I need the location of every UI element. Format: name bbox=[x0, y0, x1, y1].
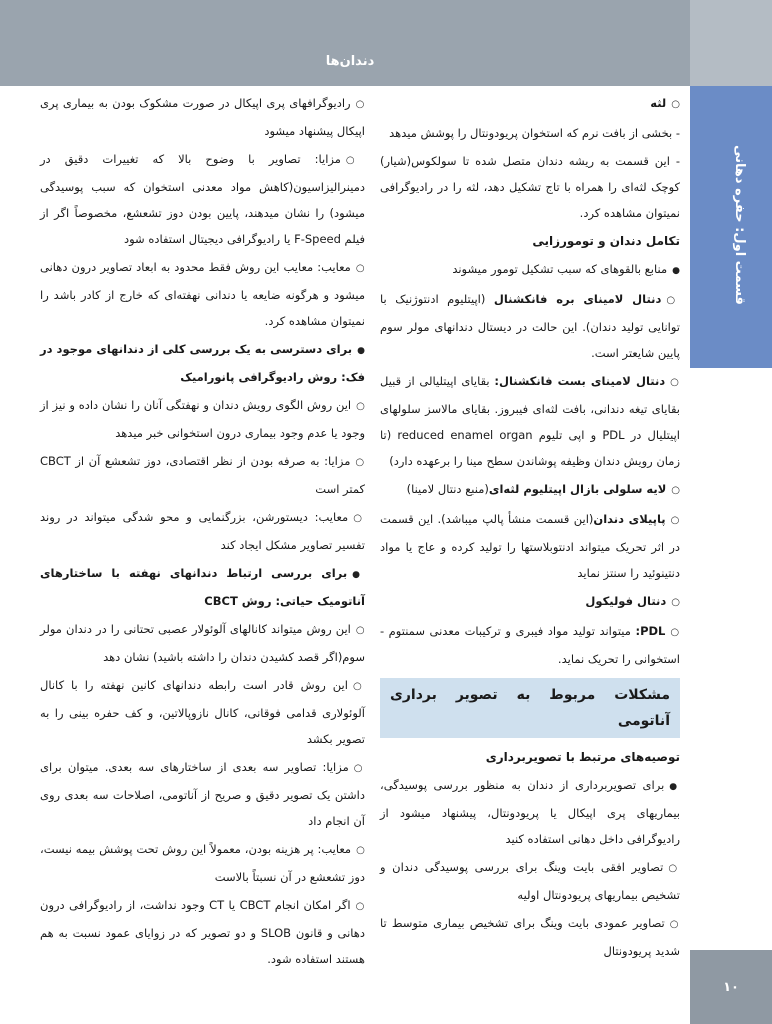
page-number: ۱۰ bbox=[723, 980, 739, 995]
list-item: ○ معایب: معایب این روش فقط محدود به ابعاد تصاویر درون دهانی میشود و هرگونه ضایعه یا دندانی نهفته‌ای که خارج از کادر باشد را نمیتوان مشاهده کرد. bbox=[40, 254, 365, 334]
running-header-title: دندان‌ها bbox=[325, 54, 375, 69]
list-item: ○ تصاویر عمودی بایت وینگ برای تشخیص بیماری متوسط تا شدید پریودونتال bbox=[380, 910, 680, 964]
list-item: ○ دنتال فولیکول bbox=[380, 588, 680, 616]
list-item: ○ مزایا: تصاویر سه بعدی از ساختارهای سه بعدی. میتوان برای داشتن یک تصویر دقیق و صریح از آناتومی، اصلاحات سه بعدی روی آن انجام داد bbox=[40, 754, 365, 834]
list-item: ○ لثه bbox=[380, 90, 680, 118]
list-item: ● منابع بالقوهای که سبب تشکیل تومور میشوند bbox=[380, 256, 680, 284]
left-column bbox=[40, 90, 365, 974]
list-item: ○ مزایا: تصاویر با وضوح بالا که تغییرات دقیق در دمینرالیزاسیون(کاهش مواد معدنی استخوان که سبب پوسیدگی میشود) را نشان میدهند، پایین بودن دوز تشعشع، مخصوصاً اگر از فیلم F-Speed یا رادیوگرافی دیجیتال استفاده شود bbox=[40, 146, 365, 252]
list-item: ○ معایب: پر هزینه بودن، معمولاً این روش تحت پوشش بیمه نیست، دوز تشعشع در آن نسبتاً بالاست bbox=[40, 836, 365, 890]
list-item: ○ معایب: دیستورشن، بزرگنمایی و محو شدگی میتواند در روند تفسیر تصاویر مشکل ایجاد کند bbox=[40, 504, 365, 558]
list-item: ○ PDL: میتواند تولید مواد فیبری و ترکیبات معدنی سمنتوم - استخوانی را تحریک نماید. bbox=[380, 618, 680, 672]
list-item: ○ رادیوگرافهای پری اپیکال در صورت مشکوک بودن به بیماری پری اپیکال پیشنهاد میشود bbox=[40, 90, 365, 144]
list-item: ○ پاپیلای دندان(این قسمت منشأ پالپ میباشد). این قسمت در اثر تحریک میتواند ادنتوبلاستها را تولید کرده و عاج یا مواد دنتینوئید را سنتز نماید bbox=[380, 506, 680, 586]
list-item: ○ لایه سلولی بازال اپیتلیوم لثه‌ای(منبع دنتال لامینا) bbox=[380, 476, 680, 504]
subheading: توصیه‌های مرتبط با تصویربرداری bbox=[485, 750, 680, 764]
list-item: ○ این روش میتواند کانالهای آلوئولار عصبی تحتانی را در دندان مولر سوم(اگر قصد کشیدن دندان را داشته باشید) نشان دهد bbox=[40, 616, 365, 670]
list-item: ● برای بررسی ارتباط دندانهای نهفته با ساختارهای آناتومیک حیاتی: روش CBCT bbox=[40, 560, 365, 614]
list-item: ● برای دسترسی به یک بررسی کلی از دندانهای موجود در فک: روش رادیوگرافی پانورامیک bbox=[40, 336, 365, 390]
list-item: ○ اگر امکان انجام CBCT یا CT وجود نداشت، از رادیوگرافی درون دهانی و قانون SLOB و دو تصویر که در زوایای عمود نسبت به هم هستند استفاده شود. bbox=[40, 892, 365, 972]
paragraph: - این قسمت به ریشه دندان متصل شده تا سولکوس(شیار) کوچک لثه‌ای را همراه با تاج تشکیل دهد، لثه را در رادیوگرافی نمیتوان مشاهده کرد. bbox=[380, 154, 680, 220]
list-item: ○ مزایا: به صرفه بودن از نظر اقتصادی، دوز تشعشع آن از CBCT کمتر است bbox=[40, 448, 365, 502]
paragraph: - بخشی از بافت نرم که استخوان پریودونتال را پوشش میدهد bbox=[389, 126, 680, 140]
subheading: تکامل دندان و تومورزایی bbox=[532, 234, 680, 248]
right-column bbox=[380, 90, 680, 966]
list-item: ● برای تصویربرداری از دندان به منظور بررسی پوسیدگی، بیماریهای پری اپیکال یا پریودونتال، پیشنهاد میشود از رادیوگرافی داخل دهانی استفاده کنید bbox=[380, 772, 680, 852]
section-title: مشکلات مربوط به تصویر برداری آناتومی bbox=[380, 678, 680, 738]
list-item: ○ این روش قادر است رابطه دندانهای کانین نهفته را با کانال آلوئولاری قدامی فوقانی، کانال نازوپالاتین، و کف حفره بینی را به تصویر بکشد bbox=[40, 672, 365, 752]
list-item: ○ تصاویر افقی بایت وینگ برای بررسی پوسیدگی دندان و تشخیص بیماریهای پریودونتال اولیه bbox=[380, 854, 680, 908]
list-item: ○ این روش الگوی رویش دندان و نهفتگی آنان را نشان داده و نیز از وجود یا عدم وجود بیماری درون استخوانی خبر میدهد bbox=[40, 392, 365, 446]
list-item: ○ دنتال لامینای بره فانکشنال (اپیتلیوم ادنتوژنیک با توانایی تولید دندان). این حالت در دیستال دندانهای مولر سوم پایین شایعتر است. bbox=[380, 286, 680, 366]
header-band bbox=[0, 0, 690, 86]
chapter-side-label: قسمت اول: حفره دهانی bbox=[732, 145, 747, 305]
side-top-block bbox=[690, 0, 772, 86]
list-item: ○ دنتال لامینای بست فانکشنال: بقایای اپیتلیالی از قبیل بقایای تیغه دندانی، بافت لثه‌ای فیبروز. بقایای مالاسز سلولهای اپیتلیال در PDL و اپی تلیوم reduced enamel organ (تا زمان رویش دندان وظیفه پوشاندن سطح مینا را برعهده دارد) bbox=[380, 368, 680, 474]
